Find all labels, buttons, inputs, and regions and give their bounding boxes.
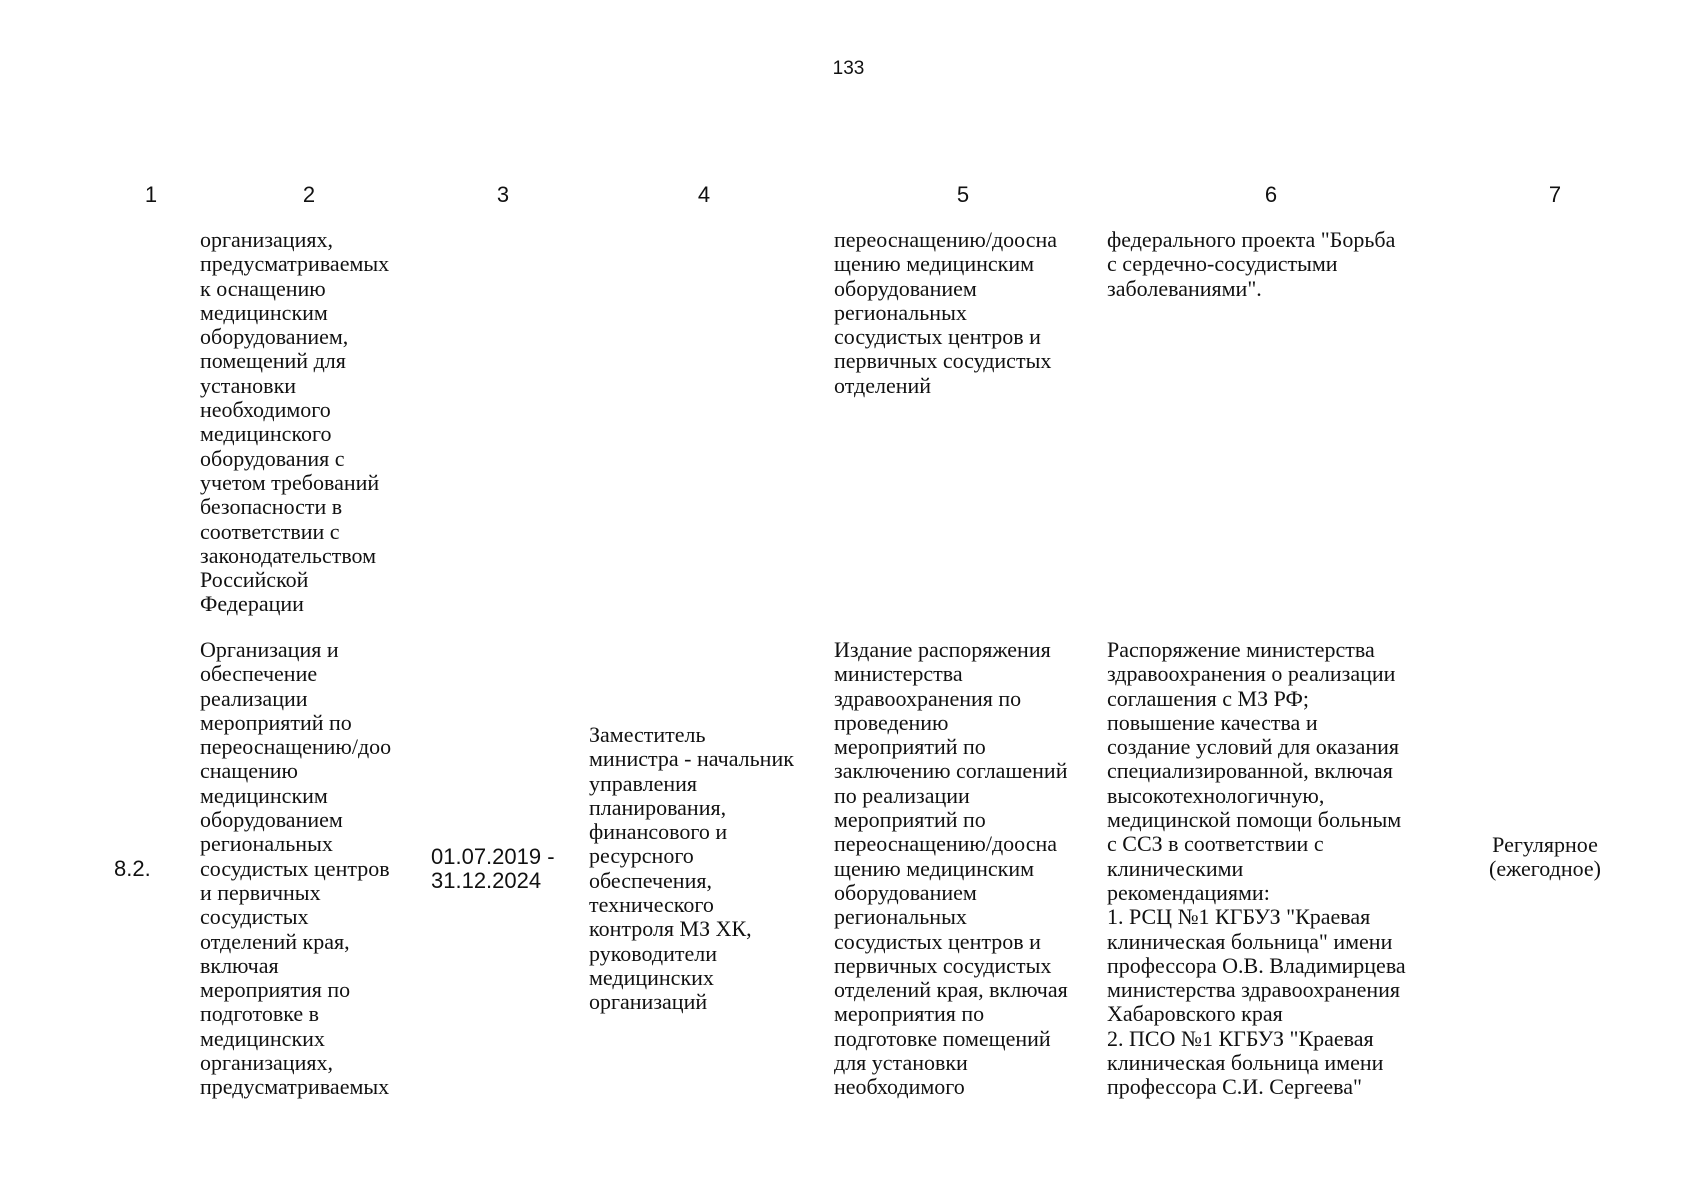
page-number: 133 [832,58,865,79]
column-header-6: 6 [1264,182,1278,207]
column-header-2: 2 [302,182,316,207]
row-8-2-frequency: Регулярное (ежегодное) [1489,832,1601,882]
column-header-7: 7 [1548,182,1562,207]
column-header-4: 4 [697,182,711,207]
column-header-1: 1 [144,182,158,207]
continuation-cell-col2: организациях, предусматриваемых к оснащению медицинским оборудованием, помещений для установки необходимого медицинского оборудования с учетом требований безопасности в соответствии с законодательством Российской Федерации [200,227,390,617]
column-header-5: 5 [956,182,970,207]
continuation-cell-col6: федерального проекта "Борьба с сердечно-сосудистыми заболеваниями". [1107,227,1396,301]
row-8-2-activity: Организация и обеспечение реализации мероприятий по переоснащению/доо снащению медицинским оборудованием региональных сосудистых центров и первичных сосудистых отделений края, включая мероприятия по подготовке в медицинских организациях, предусматриваемых [200,637,392,1100]
row-number: 8.2. [114,856,151,881]
row-8-2-period: 01.07.2019 - 31.12.2024 [431,844,555,894]
table-column-headers [0,182,1697,208]
column-header-3: 3 [496,182,510,207]
row-8-2-action: Издание распоряжения министерства здравоохранения по проведению мероприятий по заключению соглашений по реализации мероприятий по переоснащению/доосна щению медицинским оборудованием региональных сосудистых центров и первичных сосудистых отделений края, включая мероприятия по подготовке помещений для установки необходимого [834,637,1068,1100]
row-8-2-responsible: Заместитель министра - начальник управления планирования, финансового и ресурсного обеспечения, технического контроля МЗ ХК, руководители медицинских организаций [589,722,794,1015]
continuation-cell-col5: переоснащению/доосна щению медицинским оборудованием региональных сосудистых центров и первичных сосудистых отделений [834,227,1057,398]
row-8-2-result: Распоряжение министерства здравоохранения о реализации соглашения с МЗ РФ; повышение качества и создание условий для оказания специализированной, включая высокотехнологичную, медицинской помощи больным с ССЗ в соответствии с клиническими рекомендациями: 1. РСЦ №1 КГБУЗ "Краевая клиническая больница" имени профессора О.В. Владимирцева министерства здравоохранения Хабаровского края 2. ПСО №1 КГБУЗ "Краевая клиническая больница имени профессора С.И. Сергеева" [1107,637,1406,1100]
